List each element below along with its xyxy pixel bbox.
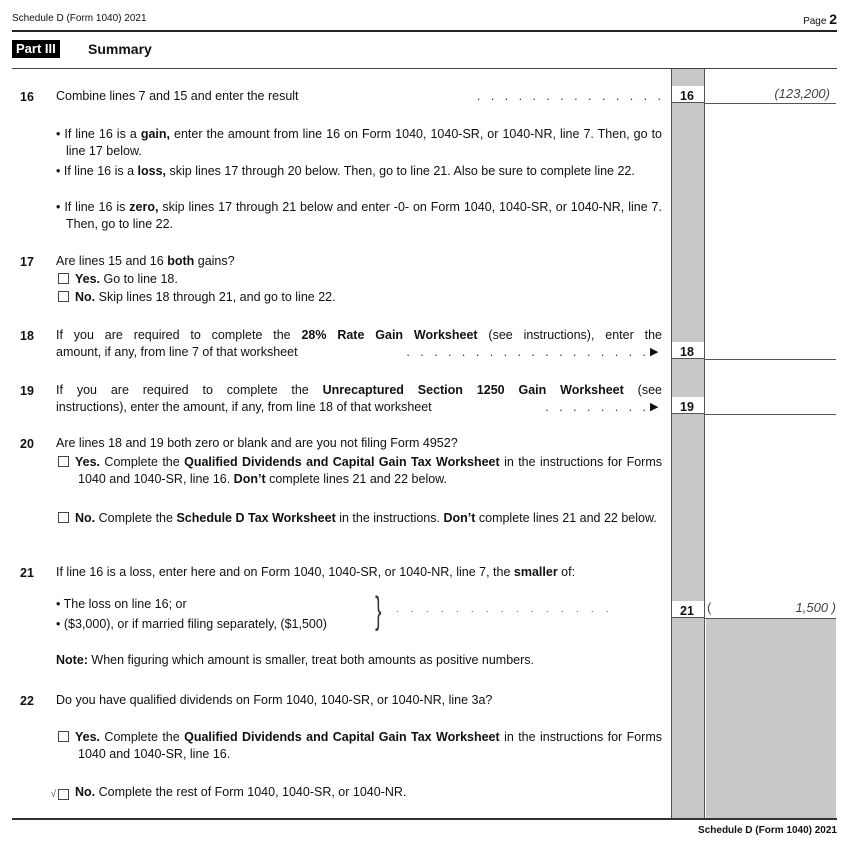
line-17-yes-option [58,271,662,288]
box-19-label: 19 [672,397,704,414]
part-title: Summary [88,41,152,57]
box-18-label: 18 [672,342,704,359]
footer-rule [12,818,837,820]
line-17-yes-checkbox[interactable] [58,273,69,284]
line-text: If you are required to complete the [56,328,302,342]
page-indicator [803,11,837,27]
line-18-amount-field[interactable] [706,342,830,358]
line-17-question [56,253,662,270]
bullet-bold: gain, [140,127,170,141]
bullet-text: If line 16 is a [63,164,138,178]
line-22-yes-checkbox[interactable] [58,731,69,742]
option-text: in the instructions. [335,511,444,525]
option-bold: Qualified Dividends and Capital Gain Tax Worksheet [184,455,500,469]
line-20-no-checkbox[interactable] [58,512,69,523]
line-text: (see instructions), enter the [477,328,662,342]
note-text: When figuring which amount is smaller, treat both amounts as positive numbers. [87,653,534,667]
form-header-title: Schedule D (Form 1040) 2021 [12,13,147,24]
bullet-text: If line 16 is [64,200,130,214]
line-number-column [671,69,705,818]
line-20-question: Are lines 18 and 19 both zero or blank and are you not filing Form 4952? [56,436,458,450]
line-19-text-2 [56,399,662,416]
leader-dots: . . . . . . . . . . . . . . [476,89,661,103]
bullet-text: The loss on line 16; or [63,597,187,611]
line-20-yes-option [58,454,662,488]
option-text: in the instructions for Forms 1040 and 1040-SR, line 16. [78,730,662,761]
box-21-underline [705,618,836,619]
bullet-icon: • [56,617,61,631]
bullet-text: enter the amount from line 16 on Form 1040, 1040-SR, or 1040-NR, line 7. Then, go to line 17 below. [66,127,662,158]
option-text: Skip lines 18 through 21, and go to line 22. [95,290,336,304]
arrow-icon: ▶ [650,346,659,358]
bullet-bold: loss, [137,164,167,178]
line-16-label: Combine lines 7 and 15 and enter the result [56,89,299,103]
header-rule [12,30,837,32]
bullet-bold: zero, [129,200,159,214]
line-22-no-checkbox[interactable] [50,789,69,800]
line-22-no-option [50,784,662,801]
line-18-text-2 [56,344,662,361]
footer-form-name: Schedule D (Form 1040) 2021 [698,825,837,836]
leader-dots: . . . . . . . . . . . . . . . . . . [406,345,646,359]
line-20-yes-checkbox[interactable] [58,456,69,467]
line-text: If you are required to complete the [56,383,323,397]
leader-dots: . . . . . . . . [545,400,646,414]
line-text: (see [623,383,662,397]
bullet-text: skip lines 17 through 21 below and enter -0- on Form 1040, 1040-SR, or 1040-NR, line 7. Then, go to line 22. [66,200,662,231]
question-text: gains? [194,254,235,268]
option-text: Complete the [95,511,177,525]
line-22-question: Do you have qualified dividends on Form 1040, 1040-SR, or 1040-NR, line 3a? [56,693,493,707]
option-label: Yes. [75,272,101,286]
line-19-number: 19 [20,384,34,398]
line-18-text [56,327,662,344]
line-text: instructions), enter the amount, if any, from line 18 of that worksheet [56,400,432,414]
line-16-text [56,88,662,105]
line-16-bullet-zero [56,199,662,233]
option-text: in the instructions for Forms 1040 and 1040-SR, line 16. [78,455,662,486]
bullet-icon: • [56,127,61,141]
line-21-amount: 1,500 ) [795,600,836,615]
option-text: Complete the rest of Form 1040, 1040-SR, or 1040-NR. [95,785,407,799]
option-label: Yes. [75,730,101,744]
question-bold: both [167,254,195,268]
page-label: Page [803,16,827,27]
note-label: Note: [56,653,88,667]
option-text: complete lines 21 and 22 below. [265,472,447,486]
line-21-number: 21 [20,566,34,580]
option-bold: Don’t [233,472,266,486]
part-badge: Part III [12,40,60,58]
option-label: No. [75,511,96,525]
brace-icon: } [375,590,382,632]
option-label: No. [75,290,96,304]
line-text: of: [557,565,576,579]
arrow-icon: ▶ [650,401,659,413]
line-22-number: 22 [20,694,34,708]
check-icon: √ [50,789,57,800]
line-16-bullet-gain [56,126,662,160]
line-20-number: 20 [20,437,34,451]
line-bold: 28% Rate Gain Worksheet [301,328,478,342]
option-bold: Schedule D Tax Worksheet [176,511,336,525]
line-text: amount, if any, from line 7 of that worksheet [56,345,298,359]
line-19-amount-field[interactable] [706,397,830,413]
line-20-no-option [58,510,662,527]
line-16-amount-field[interactable]: (123,200) [774,86,830,101]
amount-column-shaded [706,619,836,818]
line-21-text [56,564,662,581]
leader-dots: . . . . . . . . . . . . . . . [396,604,609,614]
line-22-yes-option [58,729,662,763]
line-17-number: 17 [20,255,34,269]
option-text: complete lines 21 and 22 below. [475,511,657,525]
box-16-label: 16 [672,86,704,103]
bullet-text: skip lines 17 through 20 below. Then, go to line 21. Also be sure to complete line 22. [166,164,635,178]
option-text: Complete the [100,730,185,744]
line-21-amount-field[interactable] [706,600,836,615]
line-16-bullet-loss [56,163,662,180]
line-18-number: 18 [20,329,34,343]
option-label: No. [75,785,96,799]
option-bold: Qualified Dividends and Capital Gain Tax Worksheet [184,730,500,744]
option-text: Go to line 18. [100,272,178,286]
option-label: Yes. [75,455,101,469]
box-21-label: 21 [672,601,704,618]
line-21-note [56,652,662,669]
line-21-open-paren: ( [707,600,712,615]
line-bold: Unrecaptured Section 1250 Gain Worksheet [322,383,624,397]
bullet-icon: • [56,597,61,611]
box-16-underline [705,103,836,104]
line-17-no-option [58,289,662,306]
bullet-text: If line 16 is a [64,127,141,141]
option-bold: Don’t [443,511,476,525]
bullet-text: ($3,000), or if married filing separately, ($1,500) [63,617,327,631]
box-19-underline [705,414,836,415]
box-18-underline [705,359,836,360]
line-bold: smaller [513,565,558,579]
line-19-text [56,382,662,399]
page-number: 2 [829,11,837,27]
line-21-bullet-2 [56,616,662,633]
line-17-no-checkbox[interactable] [58,291,69,302]
option-text: Complete the [100,455,185,469]
bullet-icon: • [56,164,61,178]
line-16-number: 16 [20,90,34,104]
bullet-icon: • [56,200,61,214]
question-text: Are lines 15 and 16 [56,254,168,268]
line-text: If line 16 is a loss, enter here and on Form 1040, 1040-SR, or 1040-NR, line 7, the [56,565,514,579]
